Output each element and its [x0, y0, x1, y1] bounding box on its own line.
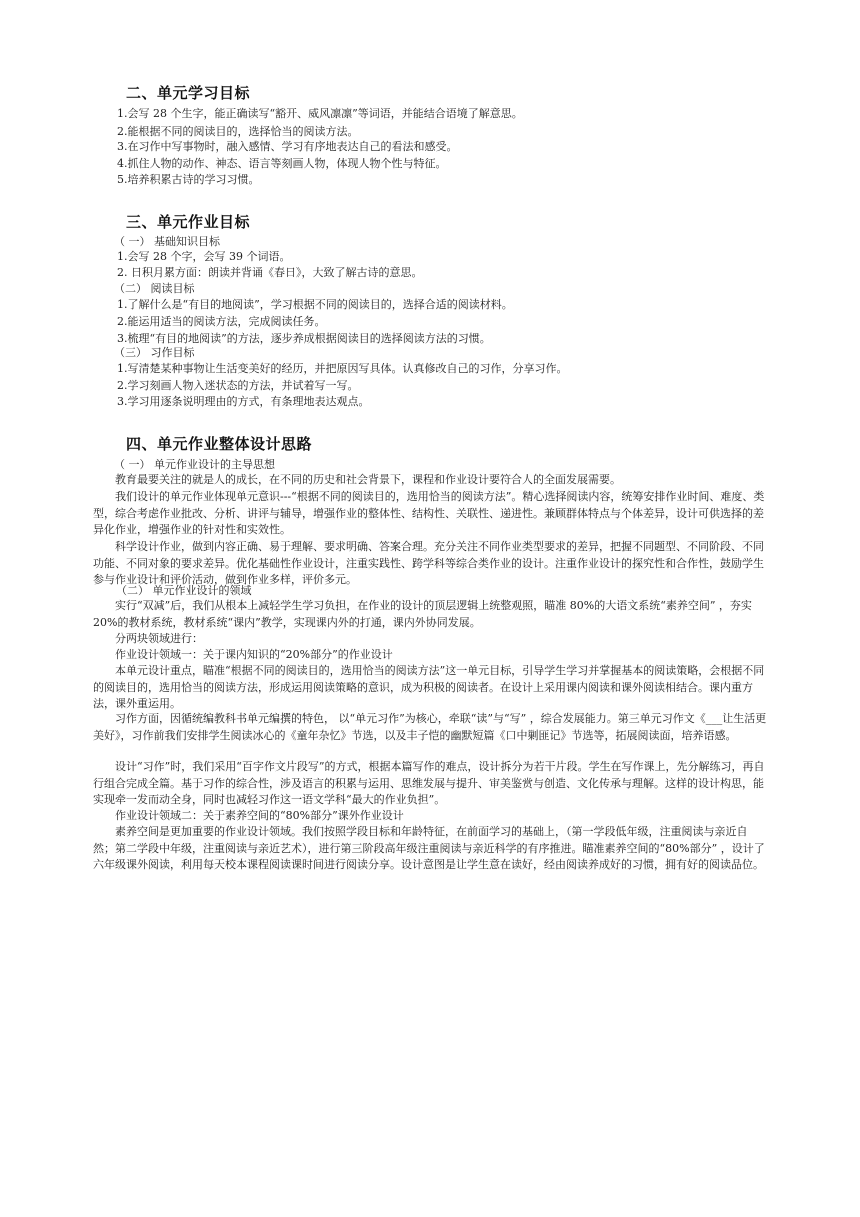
paragraph: 教育最要关注的就是人的成长，在不同的历史和社会背景下，课程和作业设计要符合人的全面发展需要。 [115, 473, 621, 486]
paragraph: 作业设计领域一：关于课内知识的“20%部分”的作业设计 [115, 648, 393, 661]
paragraph: 素养空间是更加重要的作业设计领域。我们按照学段目标和年龄特征，在前面学习的基础上，（第一学段低年级，注重阅读与亲近自然；第二学段中年级，注重阅读与亲近艺术），进行第三阶段高年级注重阅读与亲近科学的有序推进。瞄准素养空间的“80%部分” ，设计了六年级课外阅读，利用每天校本课程阅读课时间进行阅读分享。设计意图是让学生意在读好，经由阅读养成好的习惯，拥有好的阅读品位。 [93, 825, 765, 872]
homework-goal-line: 1.写清楚某种事物让生活变美好的经历，并把原因写具体。认真修改自己的习作，分享习作。 [117, 362, 568, 375]
learning-goal-2: 2.能根据不同的阅读目的，选择恰当的阅读方法。 [117, 125, 359, 138]
paragraph: 设计“习作”时，我们采用“百字作文片段写”的方式，根据本篇写作的难点，设计拆分为若干片段。学生在写作课上，先分解练习，再自行组合完成全篇。基于习作的综合性，涉及语言的积累与运用、思维发展与提升、审美鉴赏与创造、文化传承与理解。这样的设计构思，能实现牵一发而动全身，同时也减轻习作这一语文学科“最大的作业负担”。 [93, 760, 765, 807]
paragraph: 作业设计领域二：关于素养空间的“80%部分”课外作业设计 [115, 809, 404, 822]
subheading-reading: （二） 阅读目标 [114, 282, 195, 295]
homework-goal-line: 2.学习刻画人物入迷状态的方法，并试着写一写。 [117, 379, 359, 392]
section-heading-design-approach: 四、单元作业整体设计思路 [126, 435, 313, 453]
paragraph: 我们设计的单元作业体现单元意识---“根据不同的阅读目的，选用恰当的阅读方法”。精心选择阅读内容，统筹安排作业时间、难度、类型，综合考虑作业批改、分析、讲评与辅导，增强作业的整体性、结构性、关联性、递进性。兼顾群体特点与个体差异，设计可供选择的差异化作业，增强作业的针对性和实效性。 [93, 490, 765, 537]
learning-goal-5: 5.培养积累古诗的学习习惯。 [117, 173, 260, 186]
subheading-basic-knowledge: （ 一） 基础知识目标 [114, 235, 220, 248]
learning-goal-1: 1.会写 28 个生字，能正确读写“豁开、威风凛凛”等词语，并能结合语境了解意思。 [117, 107, 523, 120]
subheading-design-domains: （二） 单元作业设计的领域 [116, 584, 252, 597]
paragraph: 习作方面，因循统编教科书单元编撰的特色， 以“单元习作”为核心，牵联“读”与“写” ，综合发展能力。第三单元习作文《___让生活更美好》，习作前我们安排学生阅读冰心的《童年杂忆》节选，以及丰子恺的幽默短篇《口中剿匪记》节选等，拓展阅读面，培养语感。 [93, 712, 767, 742]
paragraph: 本单元设计重点，瞄准“根据不同的阅读目的，选用恰当的阅读方法”这一单元目标，引导学生学习并掌握基本的阅读策略，会根据不同的阅读目的，选用恰当的阅读方法，形成运用阅读策略的意识，成为积极的阅读者。在设计上采用课内阅读和课外阅读相结合。课内重方法，课外重运用。 [93, 664, 765, 711]
subheading-writing: （三） 习作目标 [114, 346, 195, 359]
paragraph: 分两块领域进行： [115, 632, 203, 645]
homework-goal-line: 1.会写 28 个字，会写 39 个词语。 [117, 250, 291, 263]
homework-goal-line: 1.了解什么是“有目的地阅读”，学习根据不同的阅读目的，选择合适的阅读材料。 [117, 298, 513, 311]
section-heading-learning-goals: 二、单元学习目标 [126, 84, 251, 102]
paragraph: 科学设计作业，做到内容正确、易于理解、要求明确、答案合理。充分关注不同作业类型要求的差异，把握不同题型、不同阶段、不同功能、不同对象的要求差异。优化基础性作业设计，注重实践性、跨学科等综合类作业的设计。注重作业设计的探究性和合作性，鼓励学生参与作业设计和评价活动，做到作业多样，评价多元。 [93, 540, 764, 587]
homework-goal-line: 3.梳理“有目的地阅读”的方法，逐步养成根据阅读目的选择阅读方法的习惯。 [117, 332, 491, 345]
section-heading-homework-goals: 三、单元作业目标 [126, 213, 251, 231]
paragraph: 实行“双减”后，我们从根本上减轻学生学习负担，在作业的设计的顶层逻辑上统整观照，瞄准 80%的大语文系统“素养空间” ，夯实 20%的教材系统，教材系统“课内”教学，实现课内外的打通，课内外协同发展。 [93, 599, 752, 629]
learning-goal-4: 4.抓住人物的动作、神态、语言等刻画人物，体现人物个性与特征。 [117, 157, 447, 170]
learning-goal-3: 3.在习作中写事物时，融入感情、学习有序地表达自己的看法和感受。 [117, 140, 458, 153]
homework-goal-line: 2.能运用适当的阅读方法，完成阅读任务。 [117, 315, 326, 328]
homework-goal-line: 2. 日积月累方面：朗读并背诵《春日》，大致了解古诗的意思。 [117, 266, 423, 279]
subheading-guiding-idea: （ 一） 单元作业设计的主导思想 [114, 458, 275, 471]
homework-goal-line: 3.学习用逐条说明理由的方式，有条理地表达观点。 [117, 395, 370, 408]
